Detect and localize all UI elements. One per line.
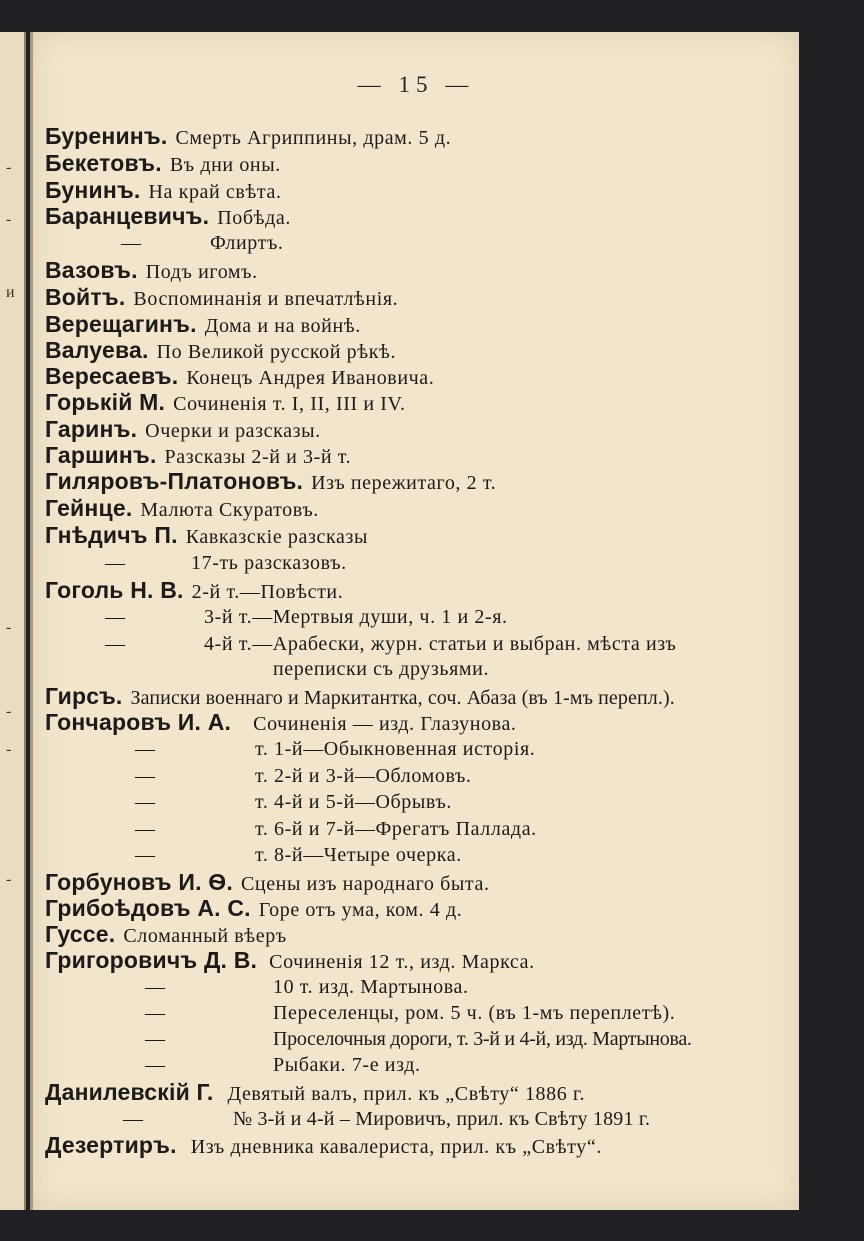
work-title: Записки военнаго и Маркитантка, соч. Абаза (въ 1-мъ перепл.). xyxy=(130,687,675,709)
catalog-entry xyxy=(45,522,368,552)
author-name: Грибоѣдовъ А. С. xyxy=(45,895,251,921)
author-name: Верещагинъ. xyxy=(45,311,197,337)
author-name: Бекетовъ. xyxy=(45,150,162,176)
catalog-entry xyxy=(45,709,517,739)
left-page-mark: - xyxy=(6,211,12,228)
author-name: Вазовъ. xyxy=(45,257,138,283)
ditto-dash: — xyxy=(145,1054,165,1076)
author-name: Войтъ. xyxy=(45,284,126,310)
catalog-entry xyxy=(45,203,291,233)
catalog-entry xyxy=(45,123,451,153)
left-page-mark: - xyxy=(6,703,12,720)
author-name: Баранцевичъ. xyxy=(45,203,210,229)
ditto-dash: — xyxy=(121,232,141,254)
work-title: Сломанный вѣеръ xyxy=(123,925,287,947)
left-page-mark: - xyxy=(6,741,12,758)
work-title: Разсказы 2-й и 3-й т. xyxy=(164,446,352,468)
left-page-mark: - xyxy=(6,871,12,888)
work-title: № 3-й и 4-й – Мировичъ, прил. къ Свѣту 1891 г. xyxy=(233,1108,651,1130)
ditto-dash: — xyxy=(123,1108,143,1130)
work-title-continued: переписки съ друзьями. xyxy=(273,658,490,680)
work-title: Горе отъ ума, ком. 4 д. xyxy=(258,899,463,921)
book-page xyxy=(30,32,799,1210)
catalog-entry xyxy=(45,947,535,977)
catalog-entry xyxy=(45,1132,602,1162)
author-name: Гейнце. xyxy=(45,495,133,521)
catalog-entry xyxy=(45,389,406,419)
work-title: Подъ игомъ. xyxy=(145,261,258,283)
work-title: т. 1-й—Обыкновенная исторія. xyxy=(255,738,536,760)
work-title: 4-й т.—Арабески, журн. статьи и выбран. мѣста изъ xyxy=(204,633,677,655)
left-page-edge xyxy=(0,32,26,1210)
work-title: Конецъ Андрея Ивановича. xyxy=(186,367,435,389)
catalog-entry xyxy=(45,1079,585,1109)
work-title: Смерть Агриппины, драм. 5 д. xyxy=(175,127,452,149)
work-title: Рыбаки. 7-е изд. xyxy=(273,1054,421,1076)
ditto-dash: — xyxy=(135,818,155,840)
author-name: Гнѣдичъ П. xyxy=(45,522,178,548)
work-title: Въ дни оны. xyxy=(169,154,281,176)
work-title: Малюта Скуратовъ. xyxy=(140,499,319,521)
ditto-dash: — xyxy=(105,633,125,655)
author-name: Дезертиръ. xyxy=(45,1132,177,1158)
work-title: 10 т. изд. Мартынова. xyxy=(273,976,469,998)
work-title: Сочиненія 12 т., изд. Маркса. xyxy=(269,951,535,973)
work-title: т. 8-й—Четыре очерка. xyxy=(255,844,462,866)
left-page-mark: и xyxy=(6,284,15,301)
catalog-entry xyxy=(45,257,258,287)
work-title: Очерки и разсказы. xyxy=(145,420,321,442)
author-name: Гуссе. xyxy=(45,921,116,947)
work-title: На край свѣта. xyxy=(148,181,282,203)
author-name: Данилевскій Г. xyxy=(45,1079,214,1105)
work-title: Сочиненія т. I, II, III и IV. xyxy=(173,393,406,415)
catalog-entry xyxy=(45,577,343,607)
work-title: Проселочныя дороги, т. 3-й и 4-й, изд. Мартынова. xyxy=(273,1028,692,1050)
catalog-entry xyxy=(45,284,398,314)
work-title: Побѣда. xyxy=(217,207,291,229)
ditto-dash: — xyxy=(135,791,155,813)
work-title: т. 4-й и 5-й—Обрывъ. xyxy=(255,791,453,813)
work-title: 17-ть разсказовъ. xyxy=(191,552,347,574)
work-title: Воспоминанія и впечатлѣнія. xyxy=(133,288,399,310)
work-title: 3-й т.—Мертвыя души, ч. 1 и 2-я. xyxy=(204,606,508,628)
author-name: Гаринъ. xyxy=(45,416,138,442)
author-name: Буренинъ. xyxy=(45,123,168,149)
ditto-dash: — xyxy=(145,976,165,998)
work-title: Изъ дневника кавалериста, прил. къ „Свѣту“. xyxy=(190,1136,602,1158)
author-name: Горькій М. xyxy=(45,389,166,415)
work-title: т. 6-й и 7-й—Фрегатъ Паллада. xyxy=(255,818,537,840)
catalog-entry xyxy=(45,150,281,180)
author-name: Григоровичъ Д. В. xyxy=(45,947,258,973)
work-title: По Великой русской рѣкѣ. xyxy=(156,341,397,363)
author-name: Гиляровъ-Платоновъ. xyxy=(45,468,304,494)
author-name: Бунинъ. xyxy=(45,177,141,203)
ditto-dash: — xyxy=(135,765,155,787)
work-title: Дома и на войнѣ. xyxy=(204,315,361,337)
work-title: Переселенцы, ром. 5 ч. (въ 1-мъ переплетѣ). xyxy=(273,1002,676,1024)
work-title: т. 2-й и 3-й—Обломовъ. xyxy=(255,765,472,787)
ditto-dash: — xyxy=(135,738,155,760)
catalog-entry xyxy=(45,495,319,525)
author-name: Гаршинъ. xyxy=(45,442,157,468)
author-name: Вересаевъ. xyxy=(45,363,179,389)
ditto-dash: — xyxy=(135,844,155,866)
work-title: Кавказскіе разсказы xyxy=(185,526,369,548)
work-title: 2-й т.—Повѣсти. xyxy=(191,581,344,603)
ditto-dash: — xyxy=(105,552,125,574)
ditto-dash: — xyxy=(145,1028,165,1050)
author-name: Горбуновъ И. Ѳ. xyxy=(45,869,233,895)
left-page-mark: - xyxy=(6,159,12,176)
left-page-mark: - xyxy=(6,619,12,636)
page-number: — 15 — xyxy=(357,72,475,97)
work-title: Изъ пережитаго, 2 т. xyxy=(311,472,497,494)
catalog-entry xyxy=(45,468,496,498)
author-name: Гоголь Н. В. xyxy=(45,577,184,603)
ditto-dash: — xyxy=(145,1002,165,1024)
author-name: Валуева. xyxy=(45,337,149,363)
work-title: Девятый валъ, прил. къ „Свѣту“ 1886 г. xyxy=(227,1083,586,1105)
author-name: Гирсъ. xyxy=(45,683,123,709)
work-title: Сочиненія — изд. Глазунова. xyxy=(253,713,517,735)
ditto-dash: — xyxy=(105,606,125,628)
work-title: Флиртъ. xyxy=(210,232,284,254)
work-title: Сцены изъ народнаго быта. xyxy=(240,873,490,895)
author-name: Гончаровъ И. А. xyxy=(45,709,232,735)
